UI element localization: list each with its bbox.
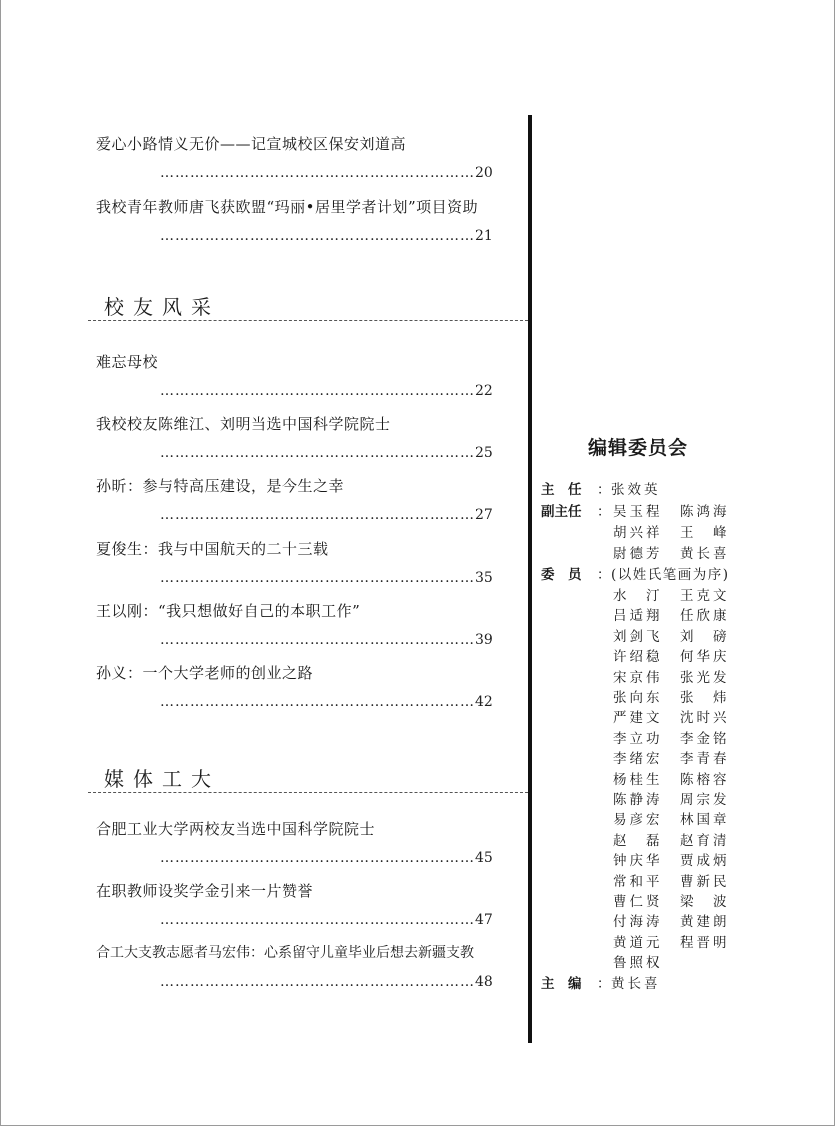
dot-leader: ……………………………………………………… xyxy=(160,228,475,244)
toc-entry-title: 夏俊生：我与中国航天的二十三载 xyxy=(96,540,329,558)
member-name: 程晋明 xyxy=(680,934,730,951)
member-name: 刘剑飞 xyxy=(613,628,663,645)
dot-leader: ……………………………………………………… xyxy=(160,570,475,586)
toc-entry-leader xyxy=(160,228,500,244)
toc-entry-title: 孙昕：参与特高压建设，是今生之幸 xyxy=(96,477,345,495)
role-colon: ： xyxy=(597,504,611,520)
toc-entry-leader xyxy=(160,165,500,181)
dot-leader: ……………………………………………………… xyxy=(160,912,475,928)
member-name: 黄长喜 xyxy=(611,976,661,992)
dot-leader: ……………………………………………………… xyxy=(160,632,475,648)
member-name: 曹仁贤 xyxy=(613,894,663,910)
toc-entry-page: 20 xyxy=(475,165,493,181)
toc-entry-leader xyxy=(160,570,500,586)
member-name: 张向东 xyxy=(613,690,663,706)
member-name: 周宗发 xyxy=(680,792,730,808)
role-label: 副主任 xyxy=(541,504,582,520)
member-name: 赵育清 xyxy=(680,832,730,849)
toc-entry-page: 22 xyxy=(475,383,493,399)
toc-entry-page: 39 xyxy=(475,632,493,648)
member-name: 曹新民 xyxy=(680,873,730,890)
toc-entry-page: 35 xyxy=(475,570,493,586)
toc-entry-title: 王以刚：“我只想做好自己的本职工作” xyxy=(96,602,361,620)
member-name: 黄道元 xyxy=(613,934,663,951)
member-name: 水 汀 xyxy=(613,588,663,604)
toc-entry-title: 爱心小路情义无价——记宣城校区保安刘道高 xyxy=(96,135,407,153)
member-name: 李立功 xyxy=(613,730,663,747)
dot-leader: ……………………………………………………… xyxy=(160,694,475,710)
toc-entry-title: 我校校友陈维江、刘明当选中国科学院院士 xyxy=(96,415,391,433)
toc-entry-page: 42 xyxy=(475,694,493,710)
toc-entry-title: 合工大支教志愿者马宏伟：心系留守儿童毕业后想去新疆支教 xyxy=(96,945,474,961)
dashed-divider xyxy=(88,792,528,793)
member-name: 任欣康 xyxy=(680,608,730,625)
toc-entry-title: 我校青年教师唐飞获欧盟“玛丽•居里学者计划”项目资助 xyxy=(96,198,479,216)
role-label: 委 员 xyxy=(541,567,582,583)
member-name: 黄建朗 xyxy=(680,914,730,931)
member-name: 林国章 xyxy=(680,812,730,829)
member-name: 尉德芳 xyxy=(613,546,663,562)
dot-leader: ……………………………………………………… xyxy=(160,850,475,866)
member-name: 赵 磊 xyxy=(613,832,663,849)
toc-entry-leader xyxy=(160,850,500,866)
member-name: 贾成炳 xyxy=(680,853,730,870)
members-note: (以姓氏笔画为序) xyxy=(611,567,730,583)
member-name: 黄长喜 xyxy=(680,546,730,562)
toc-entry-leader xyxy=(160,974,500,990)
member-name: 易彦宏 xyxy=(613,812,663,829)
role-label: 主 编 xyxy=(541,976,582,992)
toc-entry-page: 47 xyxy=(475,912,493,928)
member-name: 胡兴祥 xyxy=(613,525,663,541)
member-name: 李青春 xyxy=(680,751,730,768)
toc-entry-page: 48 xyxy=(475,974,493,990)
toc-entry-leader xyxy=(160,383,500,399)
toc-entry-leader xyxy=(160,507,500,523)
role-colon: ： xyxy=(597,567,611,583)
member-name: 沈时兴 xyxy=(680,710,730,727)
member-name: 王 峰 xyxy=(680,525,730,541)
dashed-divider xyxy=(88,320,528,321)
toc-entry-leader xyxy=(160,632,500,648)
vertical-divider xyxy=(528,115,532,1043)
role-label: 主 任 xyxy=(541,482,582,498)
member-name: 钟庆华 xyxy=(613,853,663,870)
member-name: 吴玉程 xyxy=(613,504,663,520)
member-name: 鲁照权 xyxy=(613,955,663,972)
member-name: 宋京伟 xyxy=(613,669,663,686)
toc-entry-leader xyxy=(160,912,500,928)
member-name: 刘 磅 xyxy=(680,628,730,645)
member-name: 杨桂生 xyxy=(613,771,663,788)
member-name: 许绍稳 xyxy=(613,649,663,666)
toc-entry-title: 合肥工业大学两校友当选中国科学院院士 xyxy=(96,820,376,838)
member-name: 严建文 xyxy=(613,710,663,727)
role-colon: ： xyxy=(597,482,611,498)
toc-entry-page: 27 xyxy=(475,507,493,523)
member-name: 吕适翔 xyxy=(613,608,663,625)
member-name: 付海涛 xyxy=(613,914,663,931)
member-name: 李绪宏 xyxy=(613,751,663,768)
member-name: 李金铭 xyxy=(680,730,730,747)
section-title: 校友风采 xyxy=(104,295,220,319)
toc-entry-page: 21 xyxy=(475,228,493,244)
member-name: 梁 波 xyxy=(680,894,730,910)
toc-entry-leader xyxy=(160,694,500,710)
member-name: 何华庆 xyxy=(680,649,730,666)
role-colon: ： xyxy=(597,976,611,992)
toc-entry-title: 在职教师设奖学金引来一片赞誉 xyxy=(96,882,314,900)
member-name: 张光发 xyxy=(680,669,730,686)
toc-entry-page: 45 xyxy=(475,850,493,866)
toc-entry-page: 25 xyxy=(475,445,493,461)
member-name: 陈鸿海 xyxy=(680,504,730,520)
dot-leader: ……………………………………………………… xyxy=(160,383,475,399)
dot-leader: ……………………………………………………… xyxy=(160,165,475,181)
member-name: 常和平 xyxy=(613,873,663,890)
dot-leader: ……………………………………………………… xyxy=(160,445,475,461)
member-name: 陈榕容 xyxy=(680,771,730,788)
toc-entry-title: 难忘母校 xyxy=(96,353,159,371)
member-name: 陈静涛 xyxy=(613,792,663,808)
toc-entry-title: 孙义：一个大学老师的创业之路 xyxy=(96,664,314,682)
section-title: 媒体工大 xyxy=(104,767,220,791)
member-name: 张 炜 xyxy=(680,690,730,706)
dot-leader: ……………………………………………………… xyxy=(160,974,475,990)
member-name: 王克文 xyxy=(680,588,730,604)
dot-leader: ……………………………………………………… xyxy=(160,507,475,523)
committee-title: 编辑委员会 xyxy=(588,437,689,459)
toc-entry-leader xyxy=(160,445,500,461)
member-name: 张效英 xyxy=(611,482,661,498)
